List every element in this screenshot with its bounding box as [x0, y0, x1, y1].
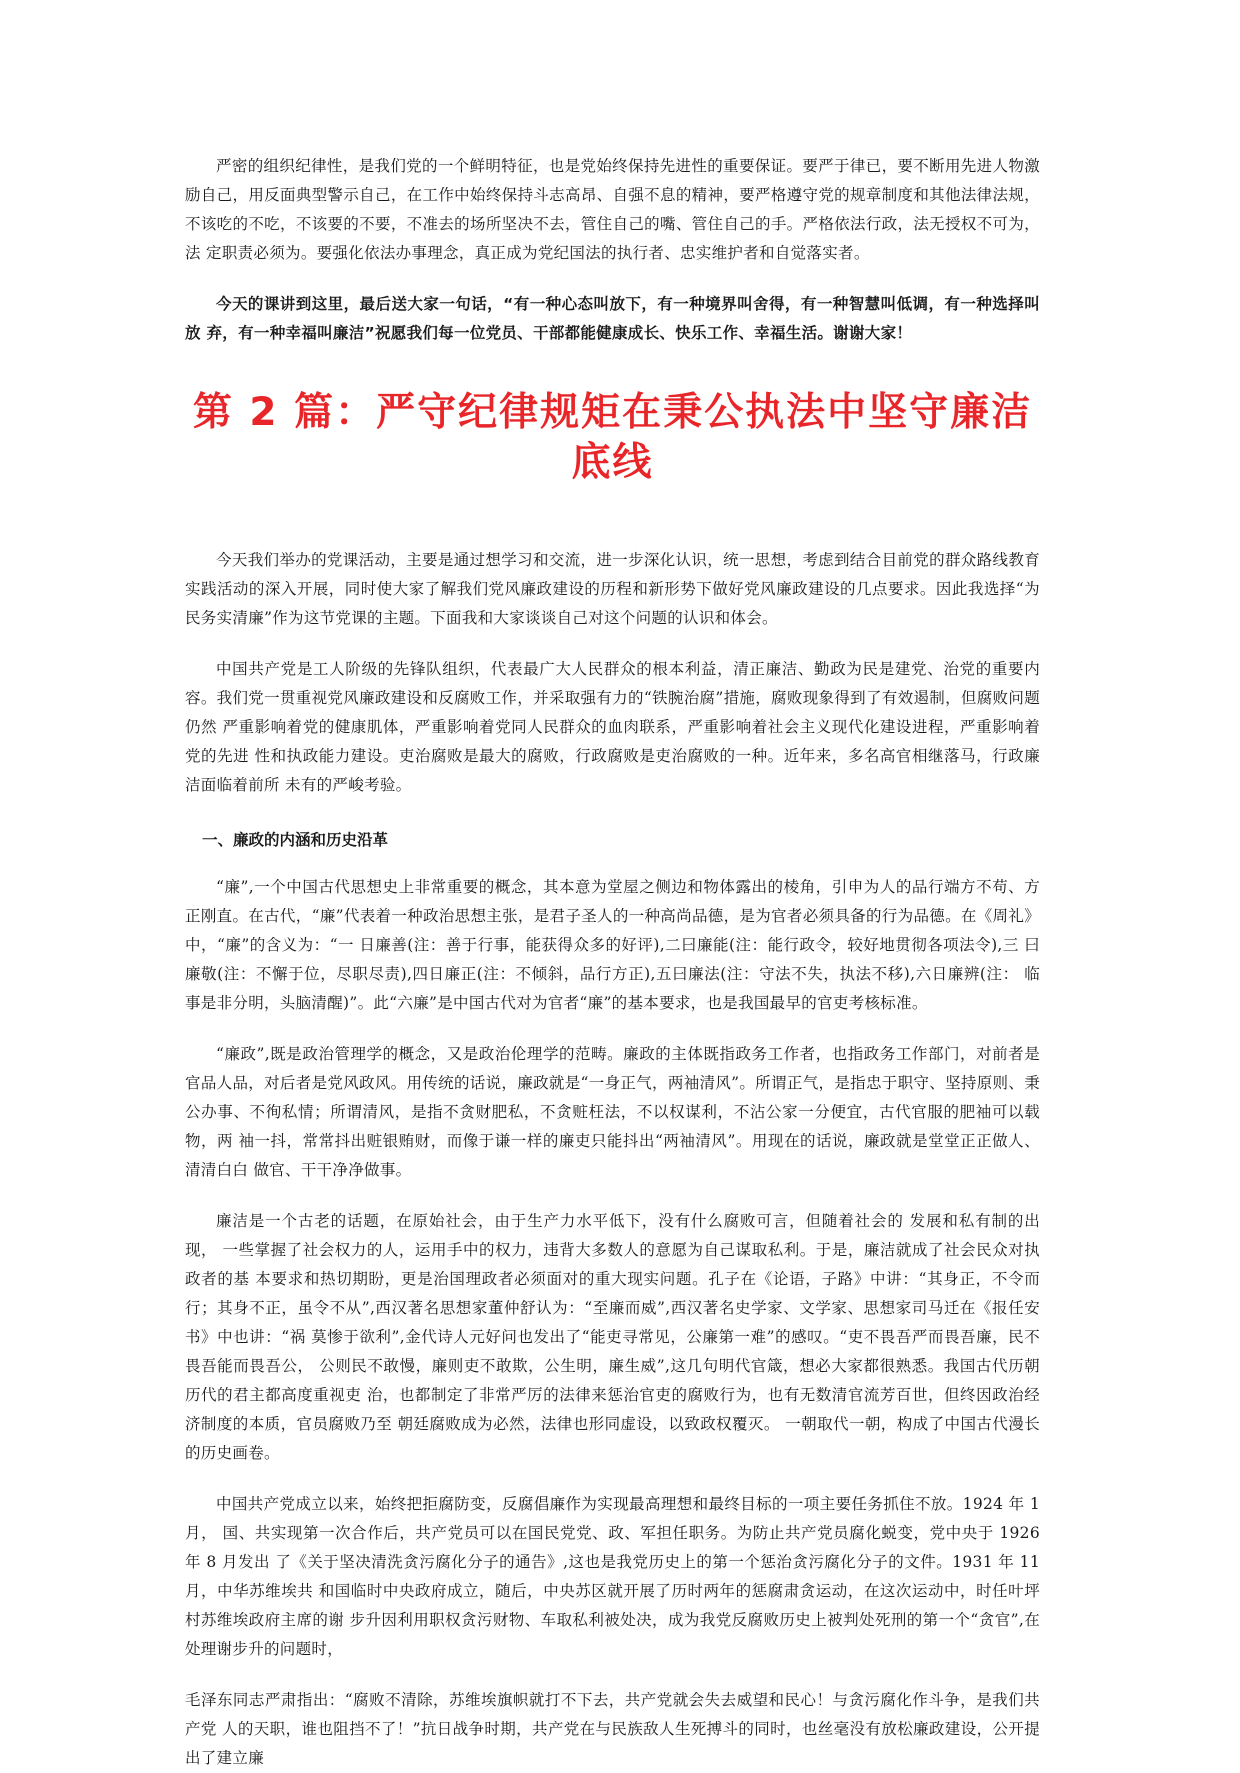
paragraph-discipline: 严密的组织纪律性，是我们党的一个鲜明特征，也是党始终保持先进性的重要保证。要严于律已，要不断用先进人物激励自己，用反面典型警示自己，在工作中始终保持斗志高昂、自强不息的精神，要严格遵守党的规章制度和其他法律法规，不该吃的不吃，不该要的不要，不准去的场所坚决不去，管住自己的嘴、管住自己的手。严格依法行政，法无授权不可为，法 定职责必须为。要强化依法办事理念，真正成为党纪国法的执行者、忠实维护者和自觉落实者。: [185, 157, 1040, 262]
paragraph-mao-quote: 毛泽东同志严肃指出：“腐败不清除，苏维埃旗帜就打不下去，共产党就会失去威望和民心！与贪污腐化作斗争，是我们共产党 人的天职，谁也阻挡不了！”抗日战争时期，共产党在与民族敌人生死搏斗的同时，也丝毫没有放松廉政建设，公开提出了建立廉: [185, 1691, 1040, 1767]
section-heading-1: 一、廉政的内涵和历史沿革: [202, 831, 389, 849]
paragraph-closing-remarks: 今天的课讲到这里，最后送大家一句话，“有一种心态叫放下，有一种境界叫舍得，有一种智慧叫低调，有一种选择叫放 弃，有一种幸福叫廉洁”祝愿我们每一位党员、干部都能健康成长、快乐工作、幸福生活。谢谢大家！: [185, 295, 1040, 342]
article-title: 第 2 篇：严守纪律规矩在秉公执法中坚守廉洁底线: [192, 390, 1033, 485]
document-body: [185, 152, 1040, 1773]
paragraph-intro-1: 今天我们举办的党课活动，主要是通过想学习和交流，进一步深化认识，统一思想，考虑到结合目前党的群众路线教育实践活动的深入开展，同时使大家了解我们党风廉政建设的历程和新形势下做好党风廉政建设的几点要求。因此我选择“为民务实清廉”作为这节党课的主题。下面我和大家谈谈自己对这个问题的认识和体会。: [185, 551, 1040, 627]
paragraph-cpc-anticorruption: 中国共产党成立以来，始终把拒腐防变，反腐倡廉作为实现最高理想和最终目标的一项主要任务抓住不放。1924 年 1 月， 国、共实现第一次合作后，共产党员可以在国民党党、政、军担任职务。为防止共产党员腐化蜕变，党中央于 1926 年 8 月发出 了《关于坚决清洗贪污腐化分子的通告》,这也是我党历史上的第一个惩治贪污腐化分子的文件。1931 年 11 月，中华苏维埃共 和国临时中央政府成立，随后，中央苏区就开展了历时两年的惩腐肃贪运动，在这次运动中，时任叶坪村苏维埃政府主席的谢 步升因利用职权贪污财物、车取私利被处决，成为我党反腐败历史上被判处死刑的第一个“贪官”,在处理谢步升的问题时，: [185, 1495, 1040, 1658]
paragraph-lian-meaning: “廉”,一个中国古代思想史上非常重要的概念，其本意为堂屋之侧边和物体露出的棱角，引申为人的品行端方不苟、方正刚直。在古代，“廉”代表着一种政治思想主张，是君子圣人的一种高尚品德，是为官者必须具备的行为品德。在《周礼》中，“廉”的含义为：“一 日廉善(注：善于行事，能获得众多的好评),二曰廉能(注：能行政令，较好地贯彻各项法令),三 曰廉敬(注：不懈于位，尽职尽责),四日廉正(注：不倾斜，品行方正),五曰廉法(注：守法不失，执法不移),六日廉辨(注： 临事是非分明，头脑清醒)”。此“六廉”是中国古代对为官者“廉”的基本要求，也是我国最早的官吏考核标准。: [185, 878, 1040, 1012]
paragraph-lianzheng: “廉政”,既是政治管理学的概念，又是政治伦理学的范畴。廉政的主体既指政务工作者，也指政务工作部门，对前者是官品人品，对后者是党风政风。用传统的话说，廉政就是“一身正气，两袖清风”。所谓正气，是指忠于职守、坚持原则、秉公办事、不徇私情；所谓清风，是指不贪财肥私，不贪赃枉法，不以权谋利，不沾公家一分便宜，古代官服的肥袖可以载物，两 袖一抖，常常抖出赃银贿财，而像于谦一样的廉吏只能抖出“两袖清风”。用现在的话说，廉政就是堂堂正正做人、清清白白 做官、干干净净做事。: [185, 1045, 1040, 1179]
paragraph-intro-2: 中国共产党是工人阶级的先锋队组织，代表最广大人民群众的根本利益，清正廉洁、勤政为民是建党、治党的重要内容。我们党一贯重视党风廉政建设和反腐败工作，并采取强有力的“铁腕治腐”措施，腐败现象得到了有效遏制，但腐败问题仍然 严重影响着党的健康肌体，严重影响着党同人民群众的血肉联系，严重影响着社会主义现代化建设进程，严重影响着党的先进 性和执政能力建设。吏治腐败是最大的腐败，行政腐败是吏治腐败的一种。近年来，多名高官相继落马，行政廉洁面临着前所 未有的严峻考验。: [185, 660, 1040, 794]
paragraph-integrity-history: 廉洁是一个古老的话题，在原始社会，由于生产力水平低下，没有什么腐败可言，但随着社会的 发展和私有制的出现， 一些掌握了社会权力的人，运用手中的权力，违背大多数人的意愿为自己谋取私利。于是，廉洁就成了社会民众对执政者的基 本要求和热切期盼，更是治国理政者必须面对的重大现实问题。孔子在《论语，子路》中讲：“其身正，不令而行；其身不正，虽令不从”,西汉著名思想家董仲舒认为：“至廉而威”,西汉著名史学家、文学家、思想家司马迁在《报任安书》中也讲：“祸 莫惨于欲利”,金代诗人元好问也发出了“能吏寻常见，公廉第一难”的感叹。“吏不畏吾严而畏吾廉，民不畏吾能而畏吾公， 公则民不敢慢，廉则吏不敢欺，公生明，廉生威”,这几句明代官箴，想必大家都很熟悉。我国古代历朝历代的君主都高度重视吏 治，也都制定了非常严厉的法律来惩治官吏的腐败行为，也有无数清官流芳百世，但终因政治经济制度的本质，官员腐败乃至 朝廷腐败成为必然，法律也形同虚设，以致政权覆灭。 一朝取代一朝，构成了中国古代漫长的历史画卷。: [185, 1212, 1040, 1462]
